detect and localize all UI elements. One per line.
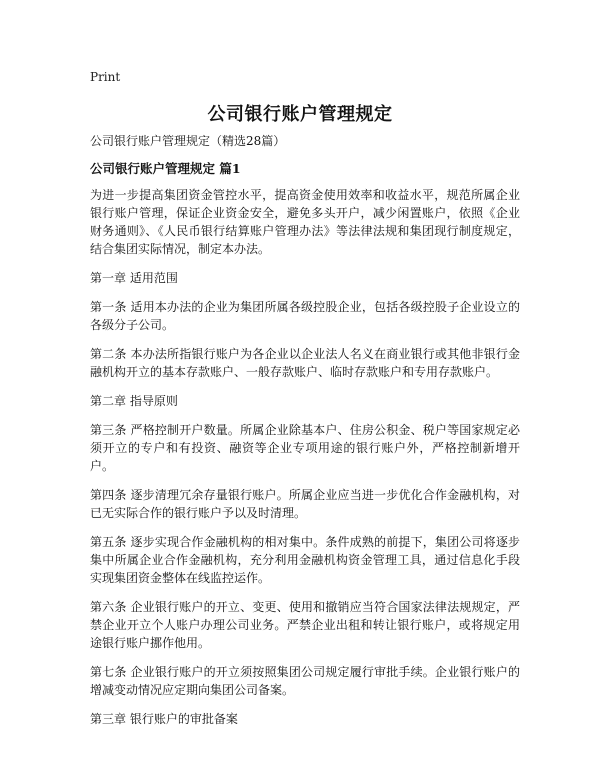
article-paragraph: 第七条 企业银行账户的开立须按照集团公司规定履行审批手续。企业银行账户的增减变动情况应定期向集团公司备案。 bbox=[90, 665, 520, 697]
document-subtitle: 公司银行账户管理规定（精选28篇） bbox=[90, 134, 286, 148]
chapter-heading: 第一章 适用范围 bbox=[90, 271, 178, 285]
chapter-heading: 第三章 银行账户的审批备案 bbox=[90, 712, 238, 726]
article-paragraph: 第二条 本办法所指银行账户为各企业以企业法人名义在商业银行或其他非银行金融机构开立的基本存款账户、一般存款账户、临时存款账户和专用存款账户。 bbox=[90, 347, 520, 379]
article-paragraph: 第六条 企业银行账户的开立、变更、使用和撤销应当符合国家法律法规规定，严禁企业开立个人账户办理公司业务。严禁企业出租和转让银行账户，或将规定用途银行账户挪作他用。 bbox=[90, 600, 520, 650]
print-label: Print bbox=[90, 70, 121, 84]
section-heading: 公司银行账户管理规定 篇1 bbox=[90, 161, 241, 176]
intro-paragraph: 为进一步提高集团资金管控水平，提高资金使用效率和收益水平，规范所属企业银行账户管理，保证企业资金安全，避免多头开户，减少闲置账户，依照《企业财务通则》、《人民币银行结算账户管理办法》等法律法规和集团现行制度规定，结合集团实际情况，制定本办法。 bbox=[90, 188, 520, 256]
page-title: 公司银行账户管理规定 bbox=[207, 104, 393, 125]
chapter-heading: 第二章 指导原则 bbox=[90, 394, 178, 408]
article-paragraph: 第四条 逐步清理冗余存量银行账户。所属企业应当进一步优化合作金融机构，对已无实际合作的银行账户予以及时清理。 bbox=[90, 488, 520, 520]
document-body bbox=[90, 132, 520, 739]
article-paragraph: 第五条 逐步实现合作金融机构的相对集中。条件成熟的前提下，集团公司将逐步集中所属企业合作金融机构，充分利用金融机构资金管理工具，通过信息化手段实现集团资金整体在线监控运作。 bbox=[90, 535, 520, 585]
article-paragraph: 第一条 适用本办法的企业为集团所属各级控股企业，包括各级控股子企业设立的各级分子公司。 bbox=[90, 300, 520, 332]
article-paragraph: 第三条 严格控制开户数量。所属企业除基本户、住房公积金、税户等国家规定必须开立的专户和有投资、融资等企业专项用途的银行账户外，严格控制新增开户。 bbox=[90, 423, 520, 473]
